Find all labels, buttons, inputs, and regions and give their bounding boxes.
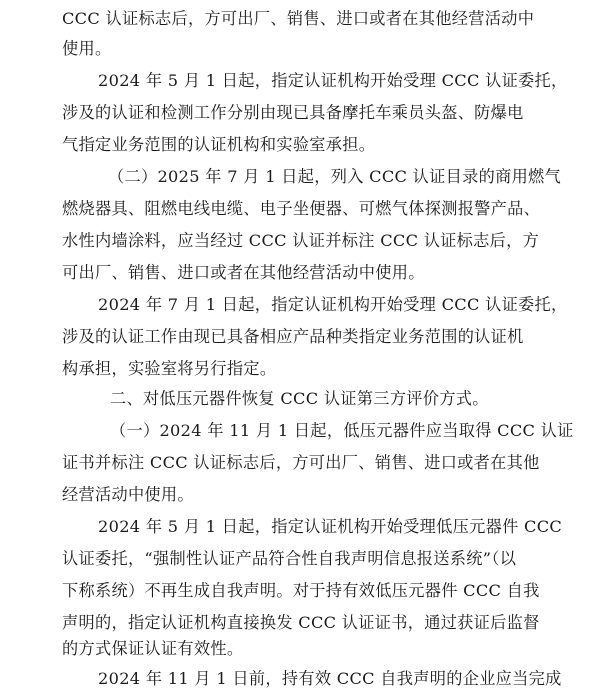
text-line: 涉及的认证和检测工作分别由现已具备摩托车乘员头盔、防爆电 bbox=[62, 103, 524, 122]
text-line: 证书并标注 CCC 认证标志后，方可出厂、销售、进口或者在其他 bbox=[62, 453, 540, 472]
text-line: 经营活动中使用。 bbox=[62, 485, 194, 504]
text-line: 2024 年 5 月 1 日起，指定认证机构开始受理 CCC 认证委托， bbox=[98, 71, 568, 90]
text-line: 2024 年 7 月 1 日起，指定认证机构开始受理 CCC 认证委托， bbox=[98, 295, 568, 314]
text-line: 2024 年 11 月 1 日前，持有效 CCC 自我声明的企业应当完成 bbox=[98, 669, 562, 688]
text-line: 涉及的认证工作由现已具备相应产品种类指定业务范围的认证机 bbox=[62, 327, 524, 346]
text-line: 使用。 bbox=[62, 39, 112, 58]
text-line: 二、对低压元器件恢复 CCC 认证第三方评价方式。 bbox=[110, 389, 489, 408]
text-line: （二）2025 年 7 月 1 日起，列入 CCC 认证目录的商用燃气 bbox=[108, 167, 562, 186]
text-line: 水性内墙涂料，应当经过 CCC 认证并标注 CCC 认证标志后，方 bbox=[62, 231, 540, 250]
text-line: 构承担，实验室将另行指定。 bbox=[62, 359, 277, 378]
text-line: 2024 年 5 月 1 日起，指定认证机构开始受理低压元器件 CCC bbox=[98, 517, 563, 536]
text-line: 声明的，指定认证机构直接换发 CCC 认证证书，通过获证后监督 bbox=[62, 613, 540, 632]
text-line: 的方式保证认证有效性。 bbox=[62, 639, 244, 658]
text-line: CCC 认证标志后，方可出厂、销售、进口或者在其他经营活动中 bbox=[62, 9, 535, 28]
text-line: 认证委托，“强制性认证产品符合性自我声明信息报送系统”（以 bbox=[62, 549, 517, 568]
text-line: 可出厂、销售、进口或者在其他经营活动中使用。 bbox=[62, 263, 425, 282]
text-line: 燃烧器具、阻燃电线电缆、电子坐便器、可燃气体探测报警产品、 bbox=[62, 199, 541, 218]
text-line: （一）2024 年 11 月 1 日起，低压元器件应当取得 CCC 认证 bbox=[110, 421, 574, 440]
text-line: 气指定业务范围的认证机构和实验室承担。 bbox=[62, 135, 376, 154]
text-line: 下称系统）不再生成自我声明。对于持有效低压元器件 CCC 自我 bbox=[62, 581, 540, 600]
